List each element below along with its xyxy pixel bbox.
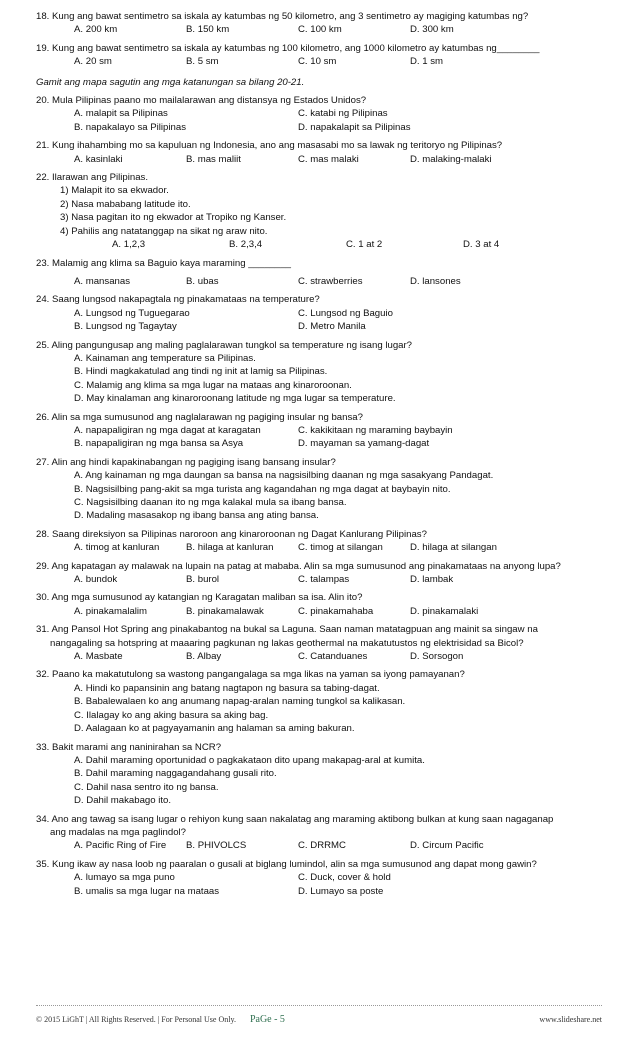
answer-option: A. Hindi ko papansinin ang batang nagtapon ng basura sa tabing-dagat.	[74, 682, 380, 694]
options-group	[74, 682, 602, 736]
options-group	[74, 605, 602, 618]
answer-option: B. Lungsod ng Tagaytay	[74, 321, 177, 333]
answer-option: B. Albay	[186, 651, 222, 663]
question-item	[36, 171, 602, 251]
options-group	[74, 424, 602, 451]
answer-option: C. Catanduanes	[298, 651, 368, 663]
answer-option: B. PHIVOLCS	[186, 840, 247, 852]
question-item	[36, 741, 602, 808]
answer-option: B. mas maliit	[186, 153, 241, 165]
options-group	[74, 153, 602, 166]
question-stem: 29. Ang kapatagan ay malawak na lupain na patag at mababa. Alin sa mga sumusunod ang pinakamataas na anyong lupa?	[36, 560, 561, 572]
question-item	[36, 94, 602, 134]
answer-option: A. timog at kanluran	[74, 542, 160, 554]
answer-option: A. malapit sa Pilipinas	[74, 108, 168, 120]
spacer	[36, 898, 602, 903]
question-item	[36, 591, 602, 618]
answer-option: C. timog at silangan	[298, 542, 383, 554]
question-item	[36, 257, 602, 289]
question-stem: 26. Alin sa mga sumusunod ang naglalarawan ng pagiging insular ng bansa?	[36, 411, 363, 423]
options-group	[74, 650, 602, 663]
statement-item: 3) Nasa pagitan ito ng ekwador at Tropiko ng Kanser.	[60, 212, 287, 224]
options-group	[112, 238, 602, 251]
answer-option: B. hilaga at kanluran	[186, 542, 274, 554]
answer-option: C. katabi ng Pilipinas	[298, 108, 388, 120]
options-group	[74, 352, 602, 406]
question-stem: 31. Ang Pansol Hot Spring ang pinakabantog na bukal sa Laguna. Saan naman matatagpuan ang mainit sa singaw na	[36, 624, 538, 636]
options-group	[74, 754, 602, 808]
answer-option: D. napakalapit sa Pilipinas	[298, 121, 411, 133]
question-stem: 25. Aling pangungusap ang maling paglalarawan tungkol sa temperature ng isang lugar?	[36, 339, 413, 351]
answer-option: C. 1 at 2	[346, 239, 383, 251]
statement-item: 4) Pahilis ang natatanggap na sikat ng araw nito.	[60, 225, 268, 237]
answer-option: A. Pacific Ring of Fire	[74, 840, 167, 852]
options-group	[74, 573, 602, 586]
answer-option: A. napapaligiran ng mga dagat at karagatan	[74, 424, 261, 436]
answer-option: D. May kinalaman ang kinaroroonang latitude ng mga lugar sa temperature.	[74, 393, 396, 405]
spacer	[36, 69, 602, 74]
question-stem: 27. Alin ang hindi kapakinabangan ng pagiging isang bansang insular?	[36, 456, 336, 468]
question-stem: 22. Ilarawan ang Pilipinas.	[36, 172, 148, 184]
answer-option: C. DRRMC	[298, 840, 346, 852]
answer-option: D. 1 sm	[410, 56, 444, 68]
answer-option: D. malaking-malaki	[410, 153, 492, 165]
question-stem-continued: ang madalas na mga paglindol?	[50, 826, 187, 838]
options-group	[74, 871, 602, 898]
answer-option: C. talampas	[298, 574, 350, 586]
answer-option: A. Ang kainaman ng mga daungan sa bansa na nagsisilbing daanan ng mga sasakyang Pandagat.	[74, 470, 494, 482]
question-item	[36, 560, 602, 587]
statement-item: 2) Nasa mababang latitude ito.	[60, 198, 191, 210]
answer-option: C. 10 sm	[298, 56, 337, 68]
question-stem: 28. Saang direksiyon sa Pilipinas naroroon ang kinaroroonan ng Dagat Kanlurang Pilipinas?	[36, 528, 427, 540]
question-stem: 30. Ang mga sumusunod ay katangian ng Karagatan maliban sa isa. Alin ito?	[36, 592, 363, 604]
question-stem: 19. Kung ang bawat sentimetro sa iskala ay katumbas ng 100 kilometro, ang 1000 kilometro ay katumbas ng________	[36, 42, 540, 54]
answer-option: D. 3 at 4	[463, 239, 500, 251]
question-stem: 24. Saang lungsod nakapagtala ng pinakamataas na temperature?	[36, 294, 320, 306]
answer-option: B. Hindi magkakatulad ang tindi ng init at lamig sa Pilipinas.	[74, 366, 328, 378]
answer-option: A. Masbate	[74, 651, 123, 663]
options-group	[74, 839, 602, 852]
options-group	[74, 23, 602, 36]
question-item	[36, 339, 602, 406]
question-stem: 35. Kung ikaw ay nasa loob ng paaralan o gusali at biglang lumindol, alin sa mga sumusunod ang dapat mong gawin?	[36, 858, 537, 870]
answer-option: A. mansanas	[74, 275, 130, 287]
copyright-text: © 2015 LiGhT | All Rights Reserved. | For Personal Use Only.	[36, 1015, 236, 1024]
answer-option: C. Duck, cover & hold	[298, 872, 391, 884]
answer-option: A. kasinlaki	[74, 153, 123, 165]
page-footer	[36, 1005, 602, 1025]
answer-option: C. Malamig ang klima sa mga lugar na mataas ang kinaroroonan.	[74, 379, 352, 391]
answer-option: D. Lumayo sa poste	[298, 885, 384, 897]
answer-option: A. Lungsod ng Tuguegarao	[74, 307, 190, 319]
question-item	[36, 293, 602, 333]
question-stem: 34. Ano ang tawag sa isang lugar o rehiyon kung saan nakalatag ang maraming aktibong bulkan at kung saan nagaganap	[36, 813, 554, 825]
question-item	[36, 623, 602, 663]
answer-option: C. Nagsisilbing daanan ito ng mga kalakal mula sa ibang bansa.	[74, 497, 347, 508]
answer-option: C. 100 km	[298, 24, 342, 36]
answer-option: B. 5 sm	[186, 56, 219, 68]
answer-option: B. napakalayo sa Pilipinas	[74, 121, 186, 133]
answer-option: C. strawberries	[298, 275, 363, 287]
answer-option: A. 20 sm	[74, 56, 112, 68]
question-stem: 32. Paano ka makatutulong sa wastong pangangalaga sa mga likas na yaman sa iyong pamayanan?	[36, 669, 465, 681]
answer-option: D. Sorsogon	[410, 651, 464, 663]
question-stem-continued: nangagaling sa hotspring at maaaring pagkunan ng lakas geothermal na makatutustos ng elektrisidad sa Bicol?	[50, 637, 524, 649]
answer-option: B. pinakamalawak	[186, 605, 264, 617]
answer-option: D. Metro Manila	[298, 321, 366, 333]
answer-option: C. Ilalagay ko ang aking basura sa aking bag.	[74, 709, 269, 721]
answer-option: B. burol	[186, 574, 220, 586]
options-group	[74, 469, 602, 523]
question-item	[36, 42, 602, 69]
answer-option: A. Dahil maraming oportunidad o pagkakataon dito upang makapag-aral at kumita.	[74, 754, 425, 766]
answer-option: A. Kainaman ang temperature sa Pilipinas.	[74, 352, 256, 364]
question-stem: 18. Kung ang bawat sentimetro sa iskala ay katumbas ng 50 kilometro, ang 3 sentimetro ay magiging katumbas ng?	[36, 11, 529, 22]
answer-option: A. 200 km	[74, 24, 118, 36]
answer-option: D. mayaman sa yamang-dagat	[298, 438, 430, 450]
options-group	[74, 55, 602, 68]
question-item	[36, 528, 602, 555]
answer-option: A. pinakamalalim	[74, 605, 148, 617]
answer-option: D. Aalagaan ko at pagyayamanin ang halaman sa aming bakuran.	[74, 723, 355, 735]
answer-option: A. lumayo sa mga puno	[74, 872, 175, 884]
answer-option: B. ubas	[186, 275, 219, 287]
answer-option: B. 2,3,4	[229, 239, 263, 251]
question-item	[36, 456, 602, 523]
answer-option: D. Circum Pacific	[410, 840, 484, 852]
question-item	[36, 10, 602, 37]
question-item	[36, 813, 602, 853]
answer-option: B. Dahil maraming naggagandahang gusali rito.	[74, 768, 277, 780]
question-stem: 33. Bakit marami ang naninirahan sa NCR?	[36, 741, 222, 753]
options-group	[74, 107, 602, 134]
answer-option: D. lambak	[410, 574, 454, 586]
question-stem: 23. Malamig ang klima sa Baguio kaya maraming ________	[36, 257, 291, 269]
answer-option: D. Dahil makabago ito.	[74, 795, 172, 807]
answer-option: B. Babalewalaen ko ang anumang napag-aralan naming tungkol sa kalikasan.	[74, 696, 406, 708]
answer-option: C. Lungsod ng Baguio	[298, 307, 393, 319]
options-group	[74, 275, 602, 288]
options-group	[74, 541, 602, 554]
answer-option: B. Nagsisilbing pang-akit sa mga turista ang kagandahan ng mga dagat at baybayin nito.	[74, 483, 451, 495]
answer-option: D. 300 km	[410, 24, 454, 36]
question-item	[36, 411, 602, 451]
answer-option: D. Madaling masasakop ng ibang bansa ang ating bansa.	[74, 510, 319, 522]
answer-option: D. pinakamalaki	[410, 605, 479, 617]
answer-option: C. Dahil nasa sentro ito ng bansa.	[74, 781, 219, 793]
question-item	[36, 139, 602, 166]
question-stem: 20. Mula Pilipinas paano mo mailalarawan ang distansya ng Estados Unidos?	[36, 95, 367, 107]
answer-option: C. mas malaki	[298, 153, 359, 165]
answer-option: C. kakikitaan ng maraming baybayin	[298, 424, 453, 436]
answer-option: B. 150 km	[186, 24, 230, 36]
answer-option: D. hilaga at silangan	[410, 542, 497, 554]
question-stem: 21. Kung ihahambing mo sa kapuluan ng Indonesia, ano ang masasabi mo sa lawak ng teritoryo ng Pilipinas?	[36, 140, 503, 152]
answer-option: B. umalis sa mga lugar na mataas	[74, 885, 220, 897]
document-body	[36, 10, 602, 903]
answer-option: A. 1,2,3	[112, 239, 146, 251]
question-item	[36, 668, 602, 735]
answer-option: D. lansones	[410, 275, 461, 287]
question-item	[36, 858, 602, 898]
statement-item: 1) Malapit ito sa ekwador.	[60, 185, 169, 197]
instruction-text: Gamit ang mapa sagutin ang mga katanungan sa bilang 20-21.	[36, 76, 305, 88]
options-group	[74, 307, 602, 334]
site-url: www.slideshare.net	[539, 1015, 602, 1024]
page-number: PaGe - 5	[249, 1014, 285, 1025]
answer-option: A. bundok	[74, 574, 118, 586]
answer-option: C. pinakamahaba	[298, 605, 374, 617]
answer-option: B. napapaligiran ng mga bansa sa Asya	[74, 438, 244, 450]
